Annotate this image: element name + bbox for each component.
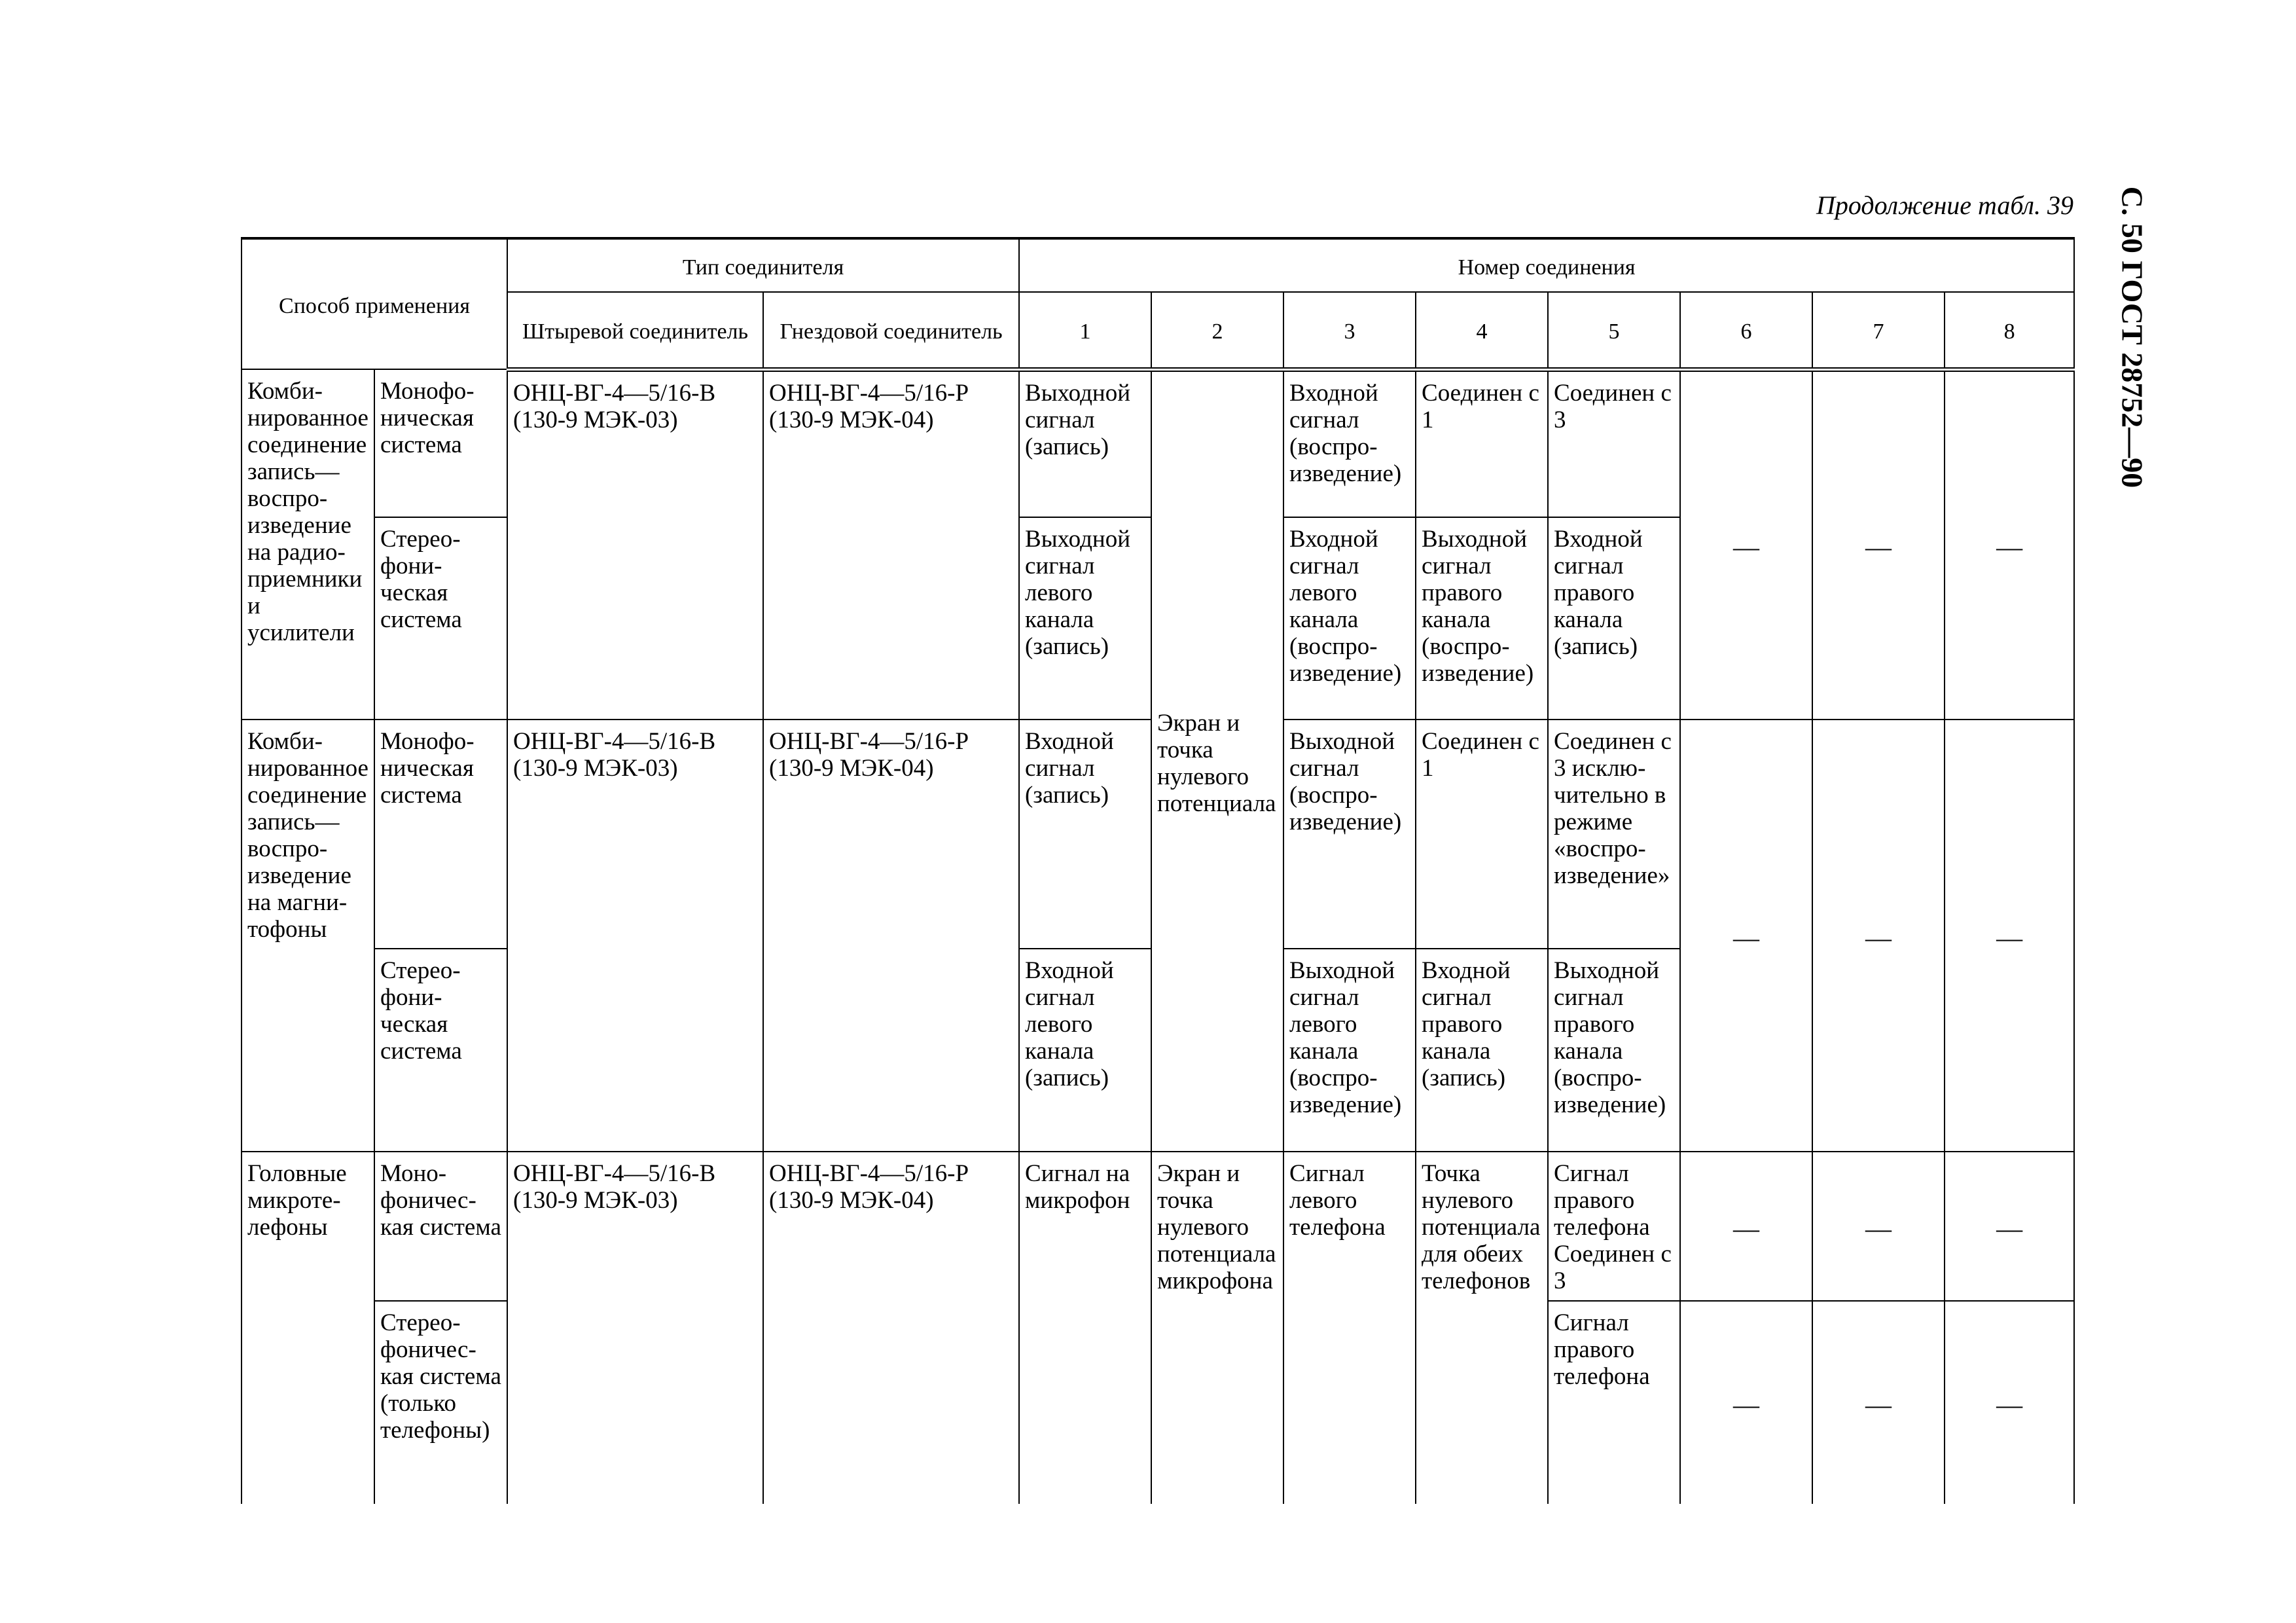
connection-4-cell: Соединен с 1 [1416,369,1548,517]
header-socket: Гнездовой соединитель [763,292,1019,369]
header-method: Способ применения [242,238,507,369]
header-number-2: 2 [1151,292,1283,369]
connection-4-cell: Выходной сигнал правого канала (воспроизведение) [1416,517,1548,720]
table-row [242,1152,2074,1301]
method-cell: Комбинированное соединение запись— воспроизведение на магнитофоны [242,720,374,1152]
connection-2-cell: Экран и точка нулевого потенциала [1151,369,1283,1152]
connection-5-cell: Сигнал правого телефона [1548,1301,1680,1504]
connection-8-cell: — [1945,1152,2074,1301]
system-cell: Стереофоническая система (только телефоны) [374,1301,507,1504]
header-number-4: 4 [1416,292,1548,369]
connection-1-cell: Сигнал на микрофон [1019,1152,1151,1504]
socket-connector-cell: ОНЦ-ВГ-4—5/16-Р (130-9 МЭК-04) [763,720,1019,1152]
pin-connector-cell: ОНЦ-ВГ-4—5/16-В (130-9 МЭК-03) [507,369,763,720]
continuation-label: Продолжение табл. 39 [1816,191,2073,220]
connection-6-cell: — [1680,1301,1812,1504]
connection-3-cell: Входной сигнал левого канала (воспроизведение) [1283,517,1416,720]
system-cell: Стереофоническая система [374,949,507,1152]
socket-connector-cell: ОНЦ-ВГ-4—5/16-Р (130-9 МЭК-04) [763,369,1019,720]
pin-connector-cell: ОНЦ-ВГ-4—5/16-В (130-9 МЭК-03) [507,1152,763,1504]
connection-7-cell: — [1812,720,1945,1152]
connector-table [241,237,2075,1504]
header-number-7: 7 [1812,292,1945,369]
method-cell: Комбинированное соединение запись— воспроизведение на радиоприемники и усилители [242,369,374,720]
connection-1-cell: Выходной сигнал (запись) [1019,369,1151,517]
system-cell: Монофоническая система [374,720,507,949]
connection-7-cell: — [1812,369,1945,720]
standard-page-header-text: С. 50 ГОСТ 28752—90 [2115,186,2149,488]
connection-5-cell: Соединен с 3 [1548,369,1680,517]
header-number-3: 3 [1283,292,1416,369]
connection-4-cell: Точка нулевого потенциала для обеих телефонов [1416,1152,1548,1504]
table-row [242,369,2074,517]
standard-page-header [2110,183,2155,491]
connection-1-cell: Выходной сигнал левого канала (запись) [1019,517,1151,720]
connection-7-cell: — [1812,1301,1945,1504]
connection-3-cell: Входной сигнал (воспроизведение) [1283,369,1416,517]
header-number-5: 5 [1548,292,1680,369]
system-cell: Стереофоническая система [374,517,507,720]
connection-5-cell: Входной сигнал правого канала (запись) [1548,517,1680,720]
connection-1-cell: Входной сигнал левого канала (запись) [1019,949,1151,1152]
connection-4-cell: Соединен с 1 [1416,720,1548,949]
connection-8-cell: — [1945,1301,2074,1504]
connection-3-cell: Выходной сигнал левого канала (воспроизведение) [1283,949,1416,1152]
system-cell: Монофоническая система [374,1152,507,1301]
header-number-8: 8 [1945,292,2074,369]
pin-connector-cell: ОНЦ-ВГ-4—5/16-В (130-9 МЭК-03) [507,720,763,1152]
connection-3-cell: Выходной сигнал (воспроизведение) [1283,720,1416,949]
connection-6-cell: — [1680,1152,1812,1301]
method-cell: Головные микротелефоны [242,1152,374,1504]
connection-1-cell: Входной сигнал (запись) [1019,720,1151,949]
header-connector-type: Тип соединителя [507,238,1019,292]
connection-4-cell: Входной сигнал правого канала (запись) [1416,949,1548,1152]
connection-8-cell: — [1945,720,2074,1152]
connection-6-cell: — [1680,369,1812,720]
connection-6-cell: — [1680,720,1812,1152]
connection-5-cell: Сигнал правого телефона Соединен с 3 [1548,1152,1680,1301]
header-pin: Штыревой соединитель [507,292,763,369]
header-connection-number: Номер соединения [1019,238,2074,292]
connection-5-cell: Выходной сигнал правого канала (воспроизведение) [1548,949,1680,1152]
connection-8-cell: — [1945,369,2074,720]
connection-7-cell: — [1812,1152,1945,1301]
socket-connector-cell: ОНЦ-ВГ-4—5/16-Р (130-9 МЭК-04) [763,1152,1019,1504]
connection-5-cell: Соединен с 3 исключительно в режиме «воспроизведение» [1548,720,1680,949]
connection-2-cell: Экран и точка нулевого потенциала микрофона [1151,1152,1283,1504]
connection-3-cell: Сигнал левого телефона [1283,1152,1416,1504]
header-number-6: 6 [1680,292,1812,369]
system-cell: Монофоническая система [374,369,507,517]
header-number-1: 1 [1019,292,1151,369]
